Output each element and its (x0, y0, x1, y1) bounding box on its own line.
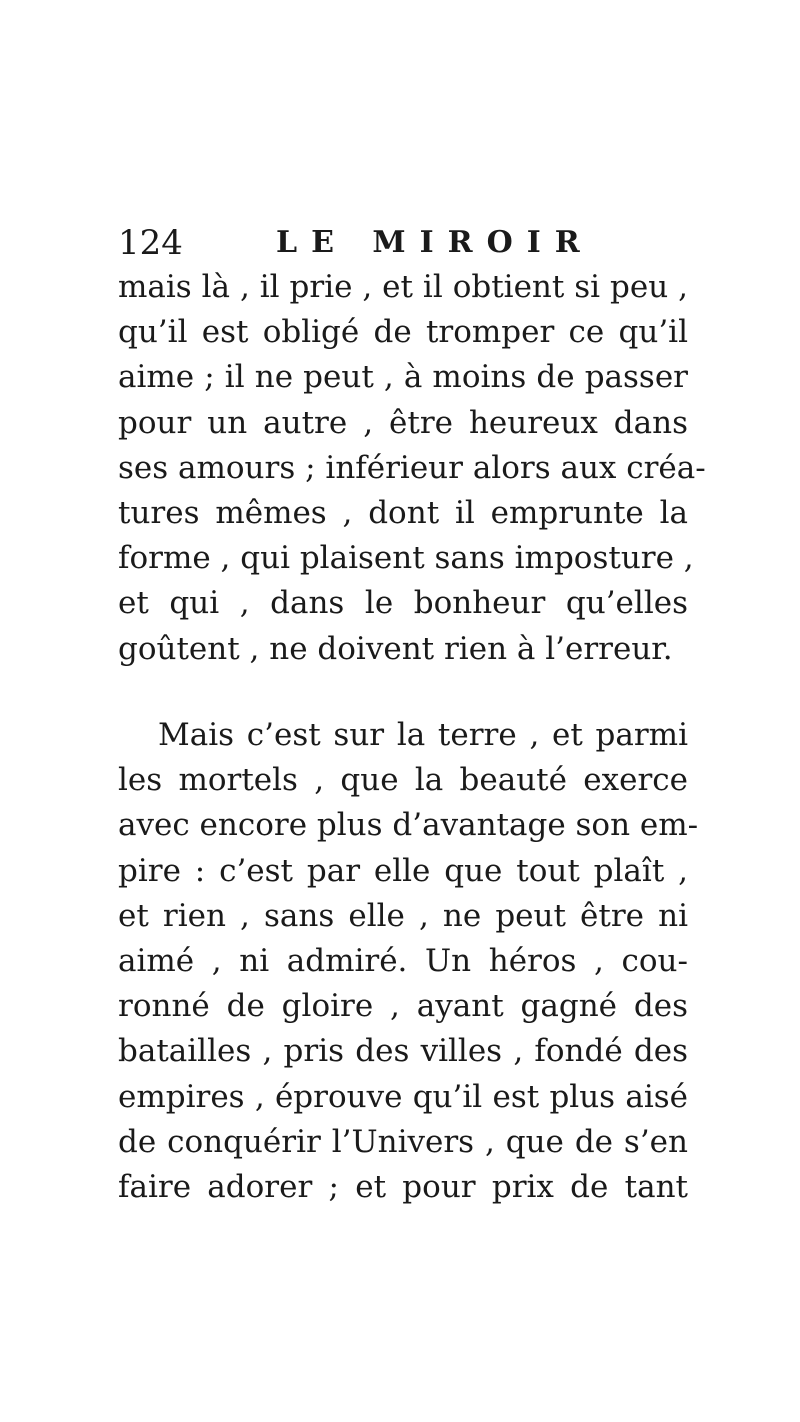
text-line: mais là , il prie , et il obtient si peu , (118, 269, 688, 305)
text-line: ronné de gloire , ayant gagné des (118, 988, 688, 1025)
running-title: LE MIROIR (276, 225, 594, 260)
text-line: aime ; il ne peut , à moins de passer (118, 359, 688, 396)
text-line: aimé , ni admiré. Un héros , cou- (118, 942, 688, 979)
text-line: et qui , dans le bonheur qu’elles (118, 585, 688, 622)
text-line: ses amours ; inférieur alors aux créa- (118, 449, 706, 486)
text-line: et rien , sans elle , ne peut être ni (118, 897, 688, 934)
running-head (118, 218, 688, 268)
text-line: les mortels , que la beauté exerce (118, 762, 688, 799)
text-line: goûtent , ne doivent rien à l’erreur. (118, 630, 673, 667)
text-line: tures mêmes , dont il emprunte la (118, 494, 688, 531)
text-line: forme , qui plaisent sans imposture , (118, 540, 694, 577)
text-line: empires , éprouve qu’il est plus aisé (118, 1078, 688, 1115)
text-line: Mais c’est sur la terre , et parmi (158, 717, 688, 753)
text-line: faire adorer ; et pour prix de tant (118, 1168, 688, 1205)
text-line: pour un autre , être heureux dans (118, 404, 688, 441)
page-number: 124 (118, 223, 183, 263)
text-line: batailles , pris des villes , fondé des (118, 1033, 688, 1070)
text-line: qu’il est obligé de tromper ce qu’il (118, 314, 688, 351)
text-line: pire : c’est par elle que tout plaît , (118, 852, 688, 889)
paragraph (118, 713, 699, 1210)
paragraph-continued (118, 265, 706, 672)
text-line: avec encore plus d’avantage son em- (118, 807, 699, 844)
text-line: de conquérir l’Univers , que de s’en (118, 1123, 688, 1160)
